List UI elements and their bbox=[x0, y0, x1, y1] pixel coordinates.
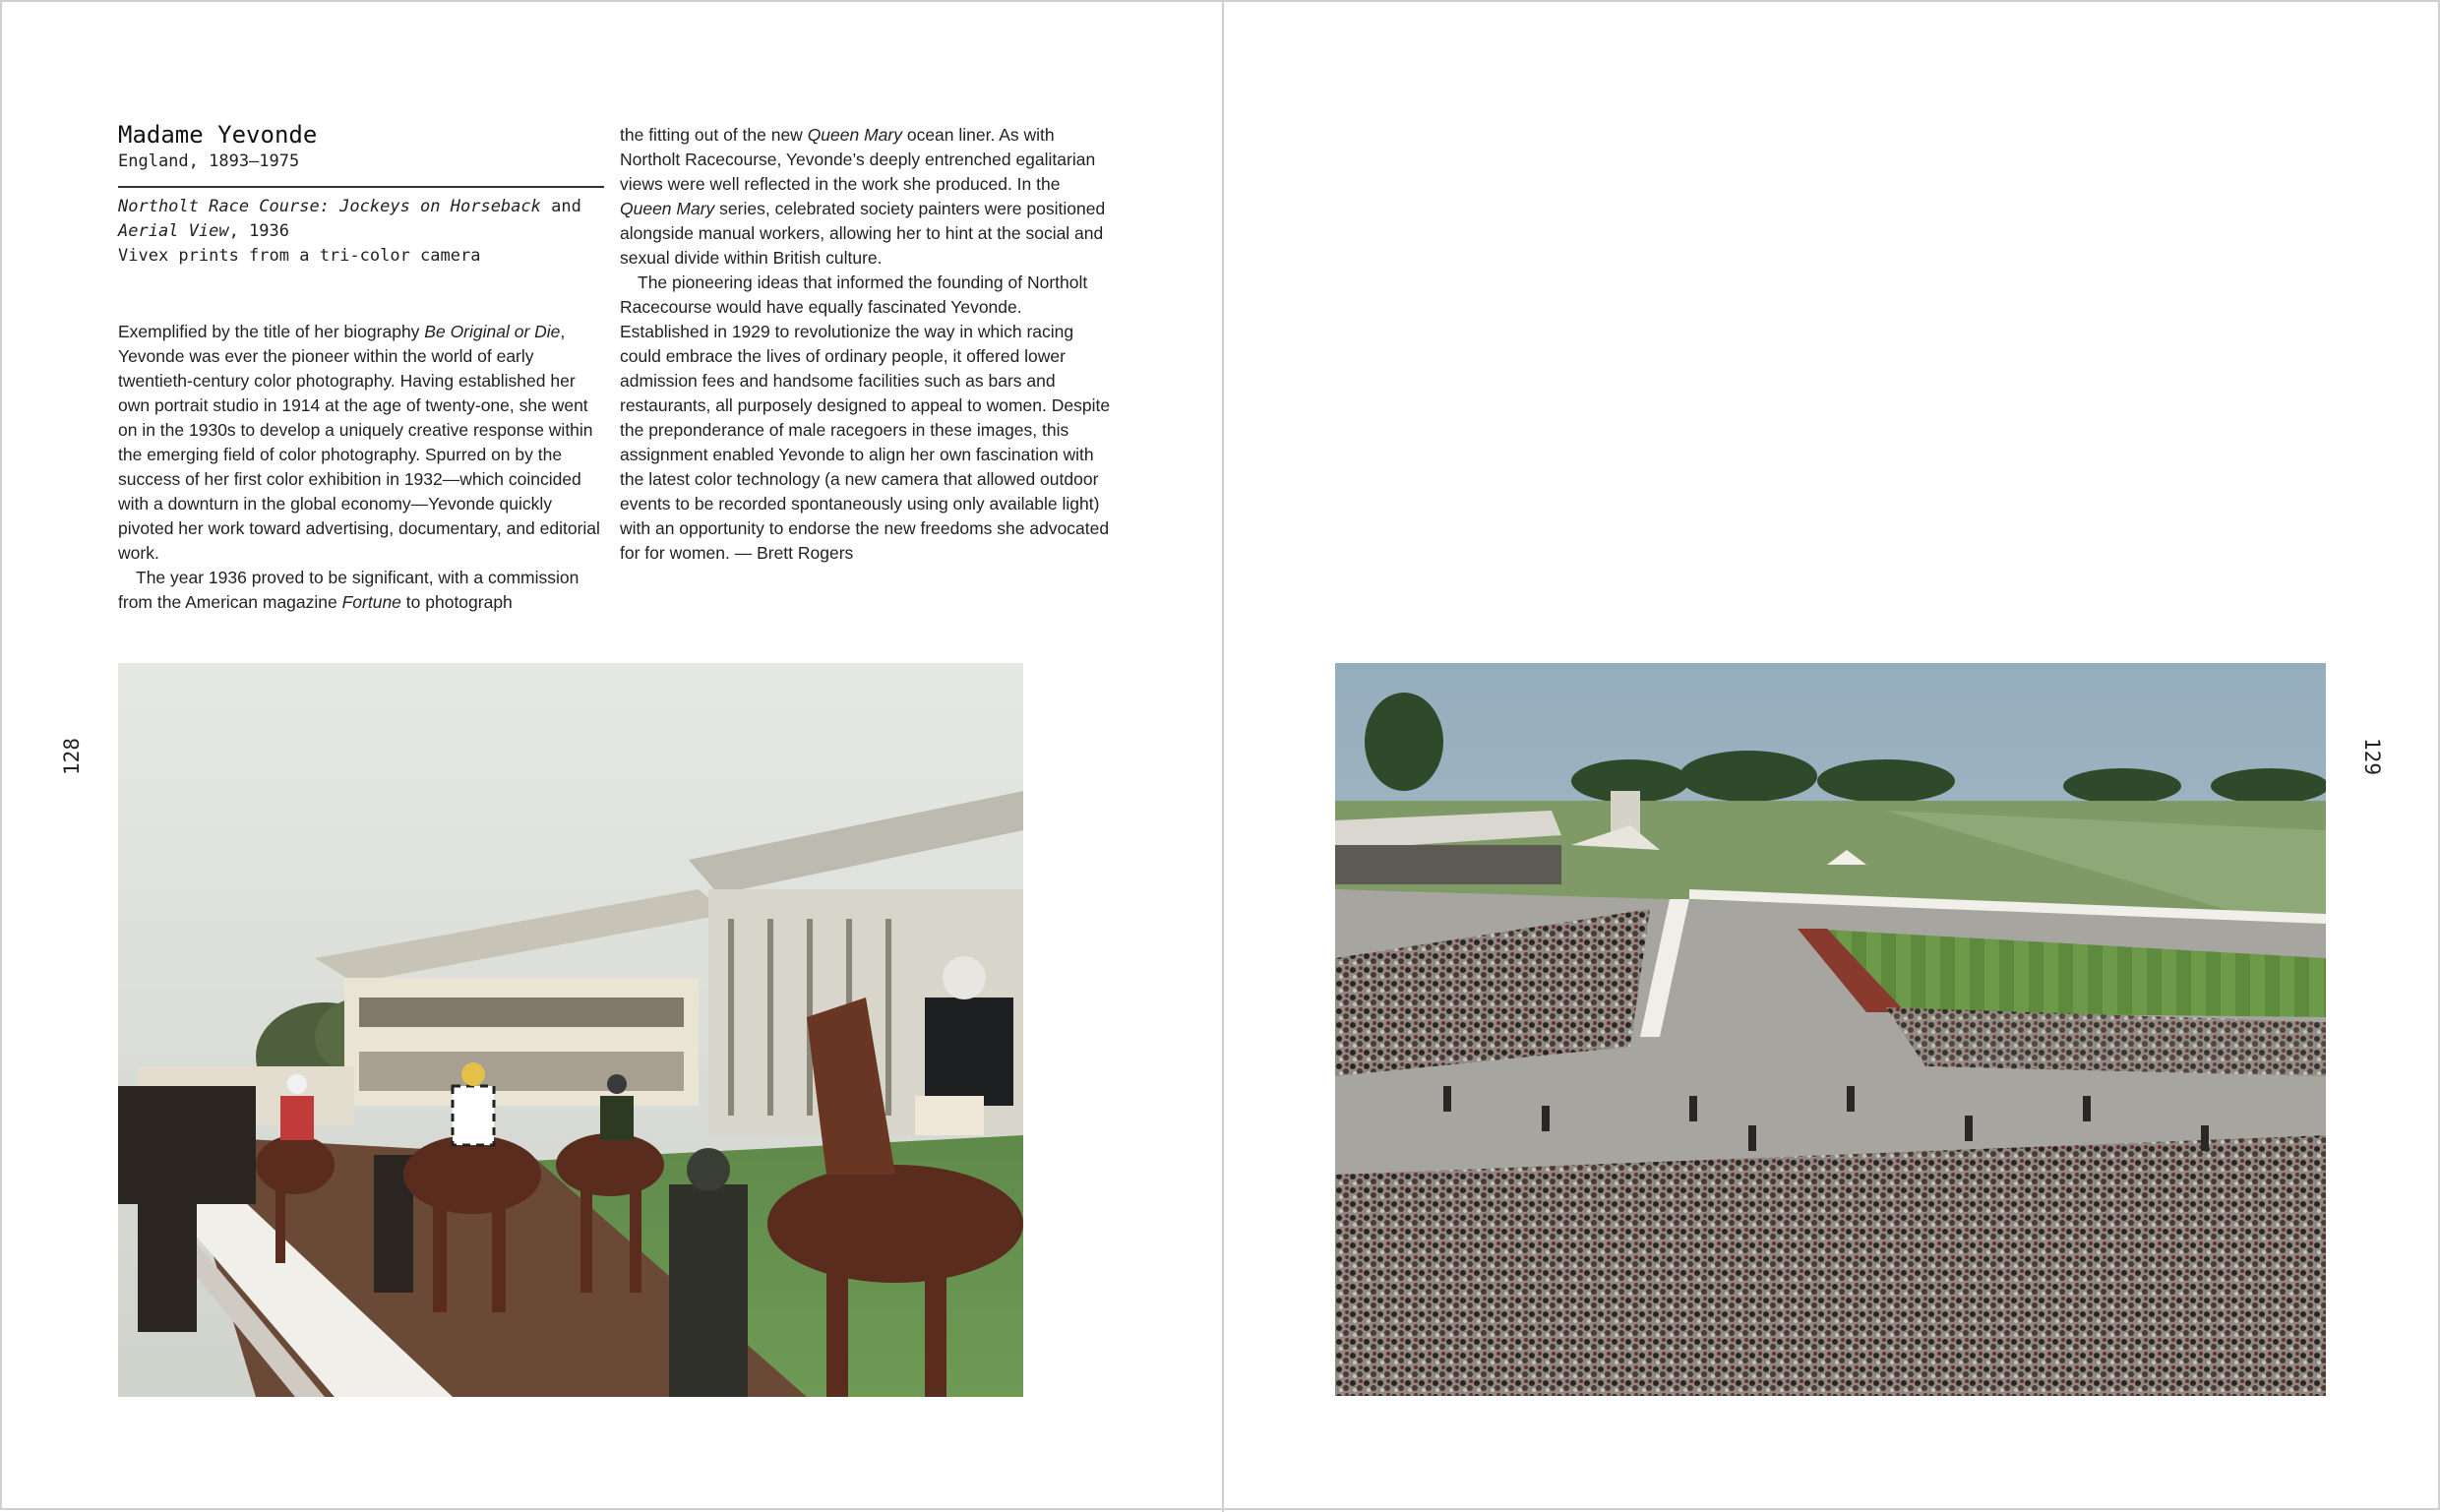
p2-text-a: The year 1936 proved to be significant, with a commission from the American magazine bbox=[118, 568, 580, 612]
c2-text-b: ocean liner. As with Northolt Racecourse, Yevonde’s deeply entrenched egalitarian views were well reflected in the work she produced. In the bbox=[620, 125, 1096, 194]
paragraph-3: The pioneering ideas that informed the founding of Northolt Racecourse would have equally fascinated Yevonde. Established in 1929 to revolutionize the way in which racing could embrace the lives of ordinary people, it offered lower admission fees and handsome facilities such as bars and restaurants, all purposely designed to appeal to women. Despite the preponderance of male racegoers in these images, this assignment enabled Yevonde to align her own fascination with the latest color technology (a new camera that allowed outdoor events to be recorded spontaneously using only available light) with an opportunity to endorse the new freedoms she advocated for for women. — Brett Rogers bbox=[620, 272, 1111, 563]
paragraph-2-continued bbox=[620, 123, 1112, 271]
photo-jockeys-on-horseback bbox=[118, 663, 1023, 1397]
p1-text-b: , Yevonde was ever the pioneer within the world of early twentieth-century color photography. Having established her own portrait studio in 1914 at the age of twenty-one, she went on in the 1930s to develop a uniquely creative response within the emerging field of color photography. Spurred on by the success of her first color exhibition in 1932—which coincided with a downturn in the global economy—Yevonde quickly pivoted her work toward advertising, documentary, and editorial work. bbox=[118, 322, 600, 563]
body-column-1 bbox=[118, 320, 610, 615]
work-title-part1: Northolt Race Course: Jockeys on Horseback bbox=[118, 197, 541, 216]
work-title bbox=[118, 195, 604, 244]
page-number-left: 128 bbox=[59, 738, 84, 775]
ship-name-2: Queen Mary bbox=[620, 199, 715, 218]
page-gutter bbox=[1222, 2, 1224, 1512]
c2-text-c: series, celebrated society painters were positioned alongside manual workers, allowing her to hint at the social and sexual divide within British culture. bbox=[620, 199, 1106, 268]
book-title: Be Original or Die bbox=[424, 322, 561, 341]
paragraph-1 bbox=[118, 320, 610, 566]
artist-origin: England, 1893–1975 bbox=[118, 151, 300, 171]
artist-name: Madame Yevonde bbox=[118, 121, 318, 149]
work-title-and: and bbox=[540, 197, 581, 216]
body-column-2 bbox=[620, 123, 1112, 566]
caption-rule bbox=[118, 186, 604, 188]
work-medium: Vivex prints from a tri-color camera bbox=[118, 246, 481, 266]
work-title-part2: Aerial View bbox=[118, 221, 229, 241]
paragraph-2 bbox=[118, 566, 610, 615]
p2-text-b: to photograph bbox=[400, 592, 513, 612]
p1-text-a: Exemplified by the title of her biography bbox=[118, 322, 425, 341]
magazine-title: Fortune bbox=[341, 592, 401, 612]
page-number-right: 129 bbox=[2359, 738, 2384, 775]
work-year: , 1936 bbox=[228, 221, 290, 241]
c2-text-a: the fitting out of the new bbox=[620, 125, 808, 145]
artwork-caption bbox=[118, 120, 604, 269]
photo-aerial-view bbox=[1335, 663, 2326, 1396]
aerial-photo-illustration bbox=[1335, 663, 2326, 1396]
ship-name: Queen Mary bbox=[807, 125, 902, 145]
jockeys-photo-illustration bbox=[118, 663, 1023, 1397]
